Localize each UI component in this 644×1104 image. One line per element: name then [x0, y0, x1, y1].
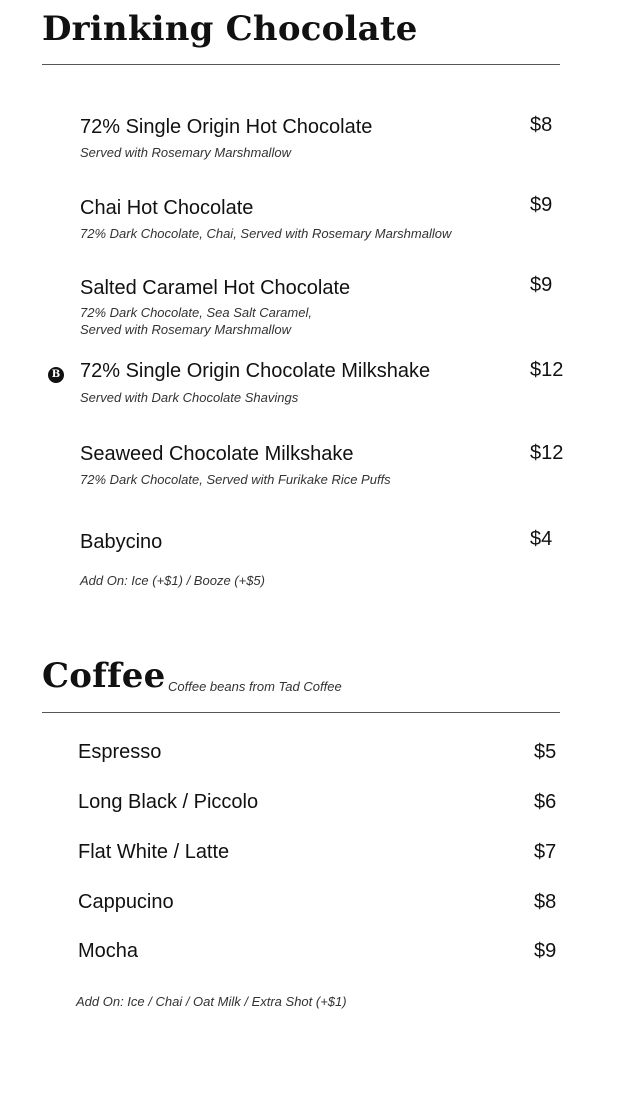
menu-item-price: $7: [534, 841, 557, 863]
menu-item-price: $9: [534, 940, 557, 962]
menu-item-price: $6: [534, 791, 557, 813]
menu-item-name: Cappucino: [78, 891, 174, 913]
menu-item-price: $9: [530, 274, 553, 296]
menu-item-name: 72% Single Origin Chocolate Milkshake: [80, 360, 431, 382]
menu-item-price: $5: [534, 741, 557, 763]
menu-item-name: Chai Hot Chocolate: [80, 197, 254, 219]
menu-item-name: 72% Single Origin Hot Chocolate: [80, 116, 373, 138]
menu-item-name: Salted Caramel Hot Chocolate: [80, 277, 351, 299]
menu-item-price: $4: [530, 528, 553, 550]
coffee-title: Coffee: [42, 656, 166, 696]
menu-item-price: $12: [530, 359, 564, 381]
menu-item-description: Served with Dark Chocolate Shavings: [80, 390, 299, 405]
menu-item-price: $9: [530, 194, 553, 216]
menu-item-description: 72% Dark Chocolate, Chai, Served with Rosemary Marshmallow: [80, 226, 452, 241]
menu-item-name: Flat White / Latte: [78, 841, 230, 863]
b-badge-icon: B: [48, 367, 64, 383]
menu-item-price: $8: [530, 114, 553, 136]
menu-item-description: Served with Rosemary Marshmallow: [80, 322, 291, 337]
coffee-addon-note: Add On: Ice / Chai / Oat Milk / Extra Shot (+$1): [76, 994, 347, 1009]
menu-item-price: $8: [534, 891, 557, 913]
menu-item-name: Espresso: [78, 741, 162, 763]
drinking-chocolate-divider: [42, 64, 560, 65]
drinking-chocolate-title: Drinking Chocolate: [42, 9, 418, 49]
menu-item-name: Mocha: [78, 940, 139, 962]
menu-item-name: Babycino: [80, 531, 163, 553]
menu-item-name: Long Black / Piccolo: [78, 791, 259, 813]
menu-item-description: Served with Rosemary Marshmallow: [80, 145, 291, 160]
coffee-divider: [42, 712, 560, 713]
menu-item-description: 72% Dark Chocolate, Served with Furikake Rice Puffs: [80, 472, 391, 487]
menu-item-name: Seaweed Chocolate Milkshake: [80, 443, 354, 465]
menu-item-description: 72% Dark Chocolate, Sea Salt Caramel,: [80, 305, 312, 320]
menu-item-price: $12: [530, 442, 564, 464]
coffee-subtitle: Coffee beans from Tad Coffee: [168, 679, 342, 694]
drinking-chocolate-addon-note: Add On: Ice (+$1) / Booze (+$5): [80, 573, 265, 588]
